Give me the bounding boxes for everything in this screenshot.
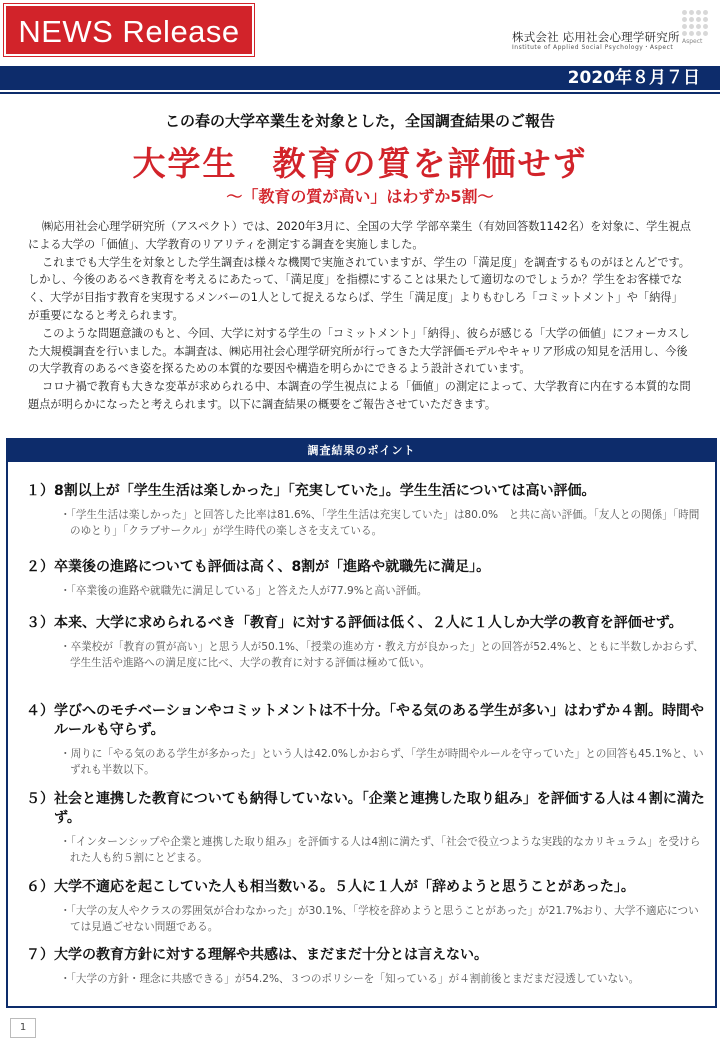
point-title: ２）卒業後の進路についても評価は高く、8割が「進路や就職先に満足」。	[26, 559, 491, 575]
point-title: ５）社会と連携した教育についても納得していない。「企業と連携した取り組み」を評価する人は４割に満たず。	[26, 791, 705, 826]
point-detail: ・「学生生活は楽しかった」と回答した比率は81.6%、「学生生活は充実していた」は80.0% と共に高い評価。「友人との関係」「時間のゆとり」「クラブサークル」が学生時代の楽しさを支えている。	[60, 509, 700, 537]
point-title: ４）学びへのモチベーションやコミットメントは不十分。「やる気のある学生が多い」はわずか４割。時間やルールも守らず。	[26, 703, 705, 738]
point-title: ７）大学の教育方針に対する理解や共感は、まだまだ十分とは言えない。	[26, 947, 488, 963]
point-title: １）8割以上が「学生生活は楽しかった」「充実していた」。学生生活については高い評価。	[26, 483, 596, 499]
point-item	[26, 482, 706, 539]
intro-paragraph: これまでも大学生を対象とした学生調査は様々な機関で実施されていますが、学生の「満足度」を調査するものがほとんどです。しかし、今後のあるべき教育を考えるにあたって、「満足度」を指標にすることは果たして適切なのでしょうか？学生をお客様でなく、大学が目指す教育を実現するメンバーの1人として捉えるならば、学生「満足度」よりもむしろ「コミットメント」や「納得」が重要になると考えられます。	[28, 255, 690, 322]
kicker-text: この春の大学卒業生を対象とした，全国調査結果のご報告	[164, 112, 555, 130]
divider	[0, 92, 720, 94]
point-item	[26, 878, 706, 935]
organization-subtitle: Institute of Applied Social Psychology・Aspect	[512, 44, 674, 51]
page-number: 1	[10, 1018, 36, 1038]
logo-text: Aspect	[682, 38, 703, 45]
organization-logo-icon	[682, 10, 710, 54]
point-title: ６）大学不適応を起こしていた人も相当数いる。５人に１人が「辞めようと思うことがあった」。	[26, 879, 635, 895]
point-item	[26, 614, 706, 671]
intro-paragraph: このような問題意識のもと、今回、大学に対する学生の「コミットメント」「納得」、彼らが感じる「大学の価値」にフォーカスした大規模調査を行いました。本調査は、㈱応用社会心理学研究所が行ってきた大学評価モデルやキャリア形成の知見を活用し、今後の大学教育のあるべき姿を探るための本質的な要因や構造を明らかにできるよう設計されています。	[28, 326, 690, 376]
survey-points-box	[6, 438, 717, 1008]
release-date: 2020年８月７日	[0, 66, 720, 90]
point-detail: ・「大学の方針・理念に共感できる」が54.2%、３つのポリシーを「知っている」が４割前後とまだまだ浸透していない。	[60, 973, 640, 985]
organization-name: 株式会社 応用社会心理学研究所	[512, 30, 680, 44]
point-item	[26, 558, 706, 599]
point-item	[26, 946, 706, 987]
point-detail: ・卒業校が「教育の質が高い」と思う人が50.1%、「授業の進め方・教え方が良かった」との回答が52.4%と、ともに半数しかおらず、学生生活や進路への満足度に比べ、大学の教育に対する評価は極めて低い。	[60, 641, 704, 669]
organization-block	[512, 30, 688, 52]
point-title: ３）本来、大学に求められるべき「教育」に対する評価は低く、２人に１人しか大学の教育を評価せず。	[26, 615, 683, 631]
page-title: 大学生 教育の質を評価せず	[132, 144, 588, 183]
point-detail: ・「インターンシップや企業と連携した取り組み」を評価する人は4割に満たず、「社会で役立つような実践的なカリキュラム」を受けられた人も約５割にとどまる。	[60, 836, 701, 864]
point-detail: ・「卒業後の進路や就職先に満足している」と答えた人が77.9%と高い評価。	[60, 585, 428, 597]
page-subtitle: ～「教育の質が高い」はわずか5割～	[226, 187, 494, 206]
intro-paragraph: コロナ禍で教育も大きな変革が求められる中、本調査の学生視点による「価値」の測定によって、大学教育に内在する本質的な問題点が明らかになったと考えられます。以下に調査結果の概要をご報告させていただきます。	[28, 380, 691, 411]
point-detail: ・周りに「やる気のある学生が多かった」という人は42.0%しかおらず、「学生が時間やルールを守っていた」との回答も45.1%と、いずれも半数以下。	[60, 748, 704, 776]
point-detail: ・「大学の友人やクラスの雰囲気が合わなかった」が30.1%、「学校を辞めようと思うことがあった」が21.7%おり、大学不適応については見過ごせない問題である。	[60, 905, 699, 933]
point-item	[26, 790, 706, 866]
points-header: 調査結果のポイント	[8, 440, 715, 462]
intro-body	[28, 218, 692, 414]
intro-paragraph: ㈱応用社会心理学研究所（アスペクト）では、2020年3月に、全国の大学 学部卒業生（有効回答数1142名）を対象に、学生視点による大学の「価値」、大学教育のリアリティを測定する調査を実施しました。	[28, 220, 691, 251]
point-item	[26, 702, 706, 778]
news-release-badge: NEWS Release	[4, 4, 254, 56]
